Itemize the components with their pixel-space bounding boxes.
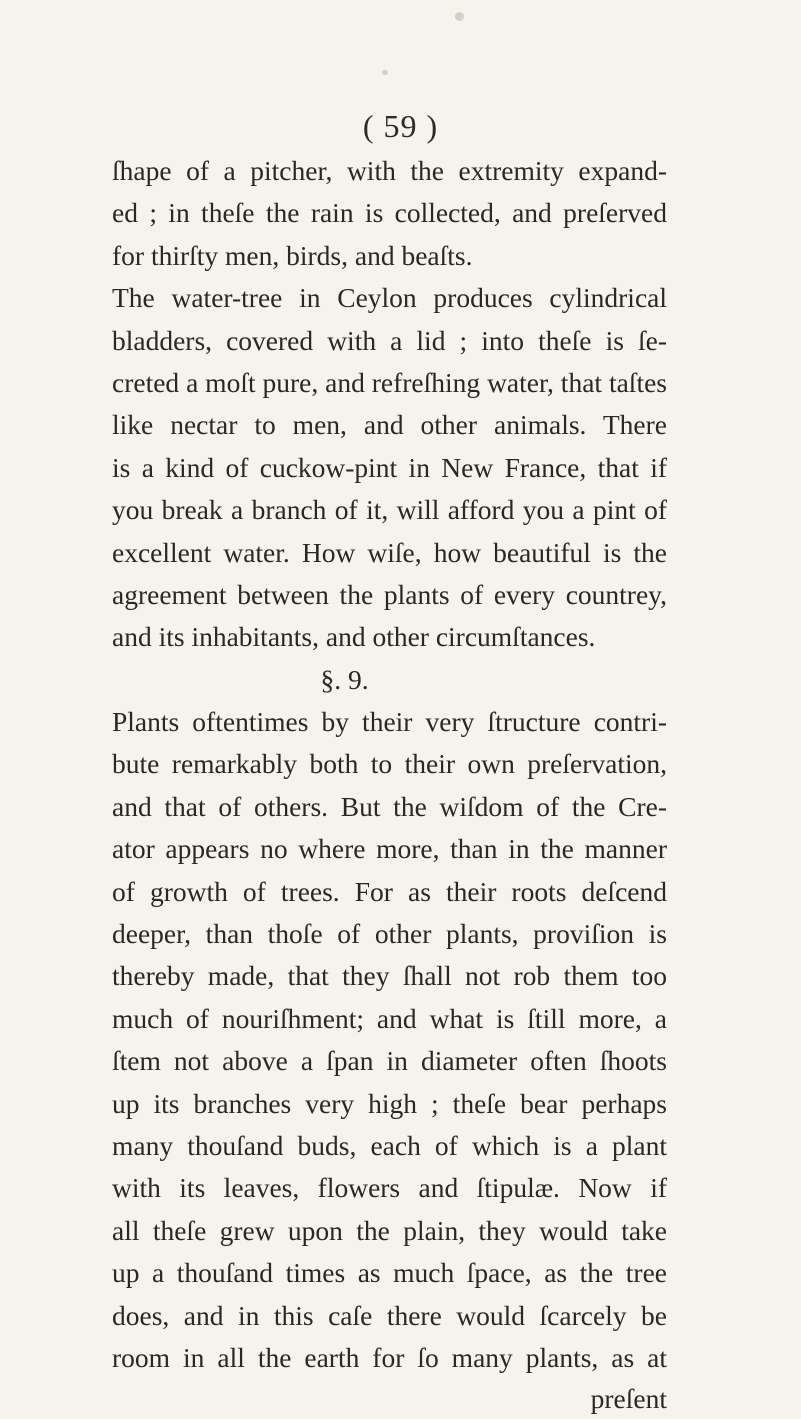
text-line: of growth of trees. For as their roots deſcend <box>112 875 667 907</box>
text-line: ſtem not above a ſpan in diameter often ſhoots <box>112 1045 667 1077</box>
text-line: for thirſty men, birds, and beaſts. <box>112 239 473 271</box>
section-heading: §. 9. <box>320 663 369 695</box>
text-line: agreement between the plants of every countrey, <box>112 578 667 610</box>
text-line: creted a moſt pure, and refreſhing water, that taſtes <box>112 366 667 398</box>
text-line: Plants oftentimes by their very ſtructure contri- <box>112 706 667 738</box>
text-line: many thouſand buds, each of which is a plant <box>112 1129 667 1161</box>
text-line: ed ; in theſe the rain is collected, and preſerved <box>112 197 667 229</box>
text-line: like nectar to men, and other animals. There <box>112 409 667 441</box>
text-line: thereby made, that they ſhall not rob them too <box>112 960 667 992</box>
text-line: all theſe grew upon the plain, they would take <box>112 1214 667 1246</box>
text-line: with its leaves, flowers and ſtipulæ. Now if <box>112 1172 667 1204</box>
text-line: ſhape of a pitcher, with the extremity expand- <box>112 155 667 186</box>
text-line: you break a branch of it, will afford you a pint of <box>112 494 667 526</box>
text-line: ator appears no where more, than in the manner <box>112 833 667 865</box>
text-line: The water-tree in Ceylon produces cylindrical <box>112 282 667 314</box>
text-line: room in all the earth for ſo many plants, as at <box>112 1341 667 1373</box>
text-line: up its branches very high ; theſe bear perhaps <box>112 1087 667 1119</box>
text-line: excellent water. How wiſe, how beautiful is the <box>112 536 667 568</box>
text-line: and that of others. But the wiſdom of the Cre- <box>112 790 667 822</box>
text-line: up a thouſand times as much ſpace, as the tree <box>112 1257 667 1289</box>
text-line: and its inhabitants, and other circumſtances. <box>112 621 596 653</box>
text-line: is a kind of cuckow-pint in New France, that if <box>112 451 667 483</box>
ink-smudge <box>455 12 464 21</box>
text-line: much of nouriſhment; and what is ſtill more, a <box>112 1002 667 1034</box>
ink-smudge <box>382 70 388 75</box>
text-line: bladders, covered with a lid ; into theſe is ſe- <box>112 324 667 356</box>
text-line: bute remarkably both to their own preſervation, <box>112 748 667 780</box>
catchword: preſent <box>590 1383 667 1415</box>
page-number: ( 59 ) <box>362 108 439 144</box>
text-line: does, and in this caſe there would ſcarcely be <box>112 1299 667 1331</box>
body-text <box>112 150 667 1419</box>
text-line: deeper, than thoſe of other plants, proviſion is <box>112 918 667 950</box>
